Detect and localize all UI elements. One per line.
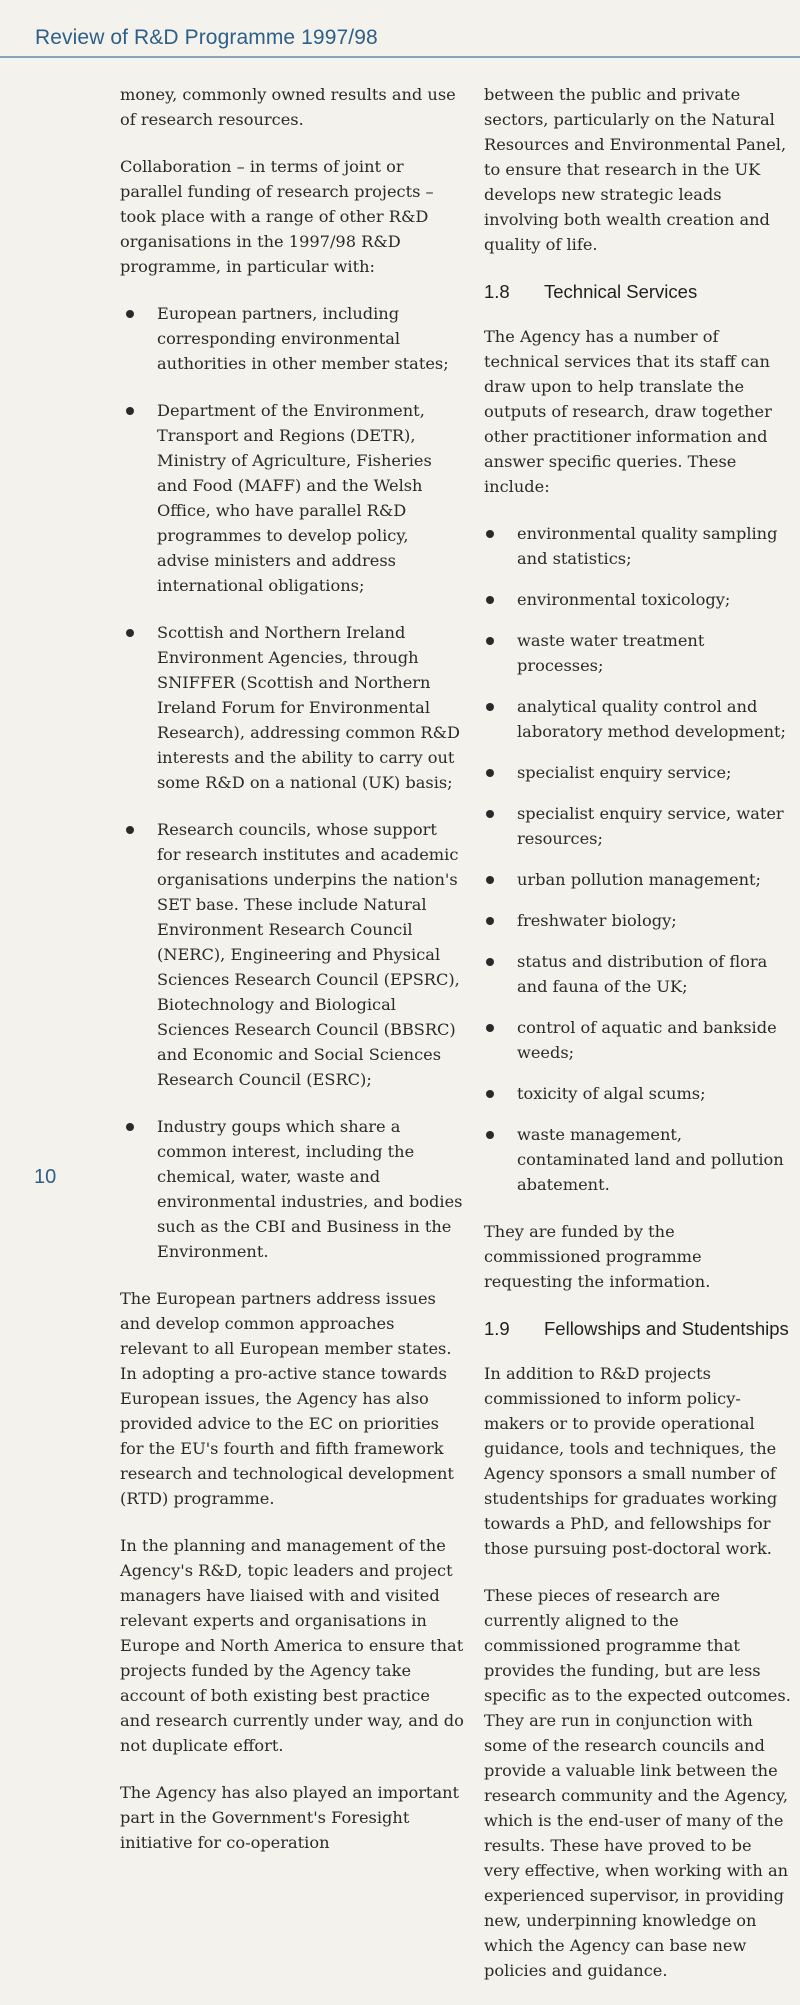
header-divider <box>0 56 800 58</box>
paragraph: In addition to R&D projects commissioned to inform policy-makers or to provide operational guidance, tools and techniques, the Agency sponsors a small number of studentships for graduates working towards a PhD, and fellowships for those pursuing post-doctoral work. <box>484 1364 778 1558</box>
list-item <box>120 1114 465 1264</box>
paragraph: Collaboration – in terms of joint or parallel funding of research projects – took place with a range of other R&D organisations in the 1997/98 R&D programme, in particular with: <box>120 157 434 276</box>
list-item-text: Department of the Environment, Transport and Regions (DETR), Ministry of Agriculture, Fisheries and Food (MAFF) and the Welsh Office, who have parallel R&D programmes to develop policy, advise ministers and address international obligations; <box>157 401 432 595</box>
page-header <box>0 0 800 58</box>
list-item-text: toxicity of algal scums; <box>517 1084 706 1103</box>
list-item-text: control of aquatic and bankside weeds; <box>517 1018 777 1062</box>
bullet-icon <box>486 1024 494 1032</box>
list-item <box>120 620 465 795</box>
bullet-icon <box>486 917 494 925</box>
list-item <box>484 867 792 892</box>
list-item <box>484 908 792 933</box>
list-item <box>484 694 792 744</box>
list-item-text: waste water treatment processes; <box>517 631 705 675</box>
list-item-text: environmental toxicology; <box>517 590 731 609</box>
list-item-text: Research councils, whose support for research institutes and academic organisations underpins the nation's SET base. These include Natural Environment Research Council (NERC), Engineering and Physical Sciences Research Council (EPSRC), Biotechnology and Biological Sciences Research Council (BBSRC) and Economic and Social Sciences Research Council (ESRC); <box>157 820 460 1089</box>
list-item <box>484 587 792 612</box>
bullet-icon <box>486 958 494 966</box>
list-item-text: status and distribution of flora and fauna of the UK; <box>517 952 768 996</box>
left-column <box>120 82 465 1877</box>
section-heading-technical-services <box>484 279 792 304</box>
list-item-text: specialist enquiry service, water resources; <box>517 804 784 848</box>
list-item <box>484 1081 792 1106</box>
list-item-text: urban pollution management; <box>517 870 761 889</box>
list-item <box>484 760 792 785</box>
list-item <box>484 628 792 678</box>
list-item <box>484 521 792 571</box>
list-item-text: Industry goups which share a common interest, including the chemical, water, waste and environmental industries, and bodies such as the CBI and Business in the Environment. <box>157 1117 463 1261</box>
list-item-text: waste management, contaminated land and pollution abatement. <box>517 1125 784 1194</box>
technical-services-list <box>484 521 792 1197</box>
list-item <box>484 801 792 851</box>
paragraph: between the public and private sectors, particularly on the Natural Resources and Environmental Panel, to ensure that research in the UK develops new strategic leads involving both wealth creation and quality of life. <box>484 85 787 254</box>
paragraph: The Agency has a number of technical services that its staff can draw upon to help translate the outputs of research, draw together other practitioner information and answer specific queries. These include: <box>484 327 772 496</box>
list-item-text: specialist enquiry service; <box>517 763 732 782</box>
paragraph: These pieces of research are currently aligned to the commissioned programme that provides the funding, but are less specific as to the expected outcomes. They are run in conjunction with some of the research councils and provide a valuable link between the research community and the Agency, which is the end-user of many of the results. These have proved to be very effective, when working with an experienced supervisor, in providing new, underpinning knowledge on which the Agency can base new policies and guidance. <box>484 1586 791 1980</box>
list-item-text: European partners, including corresponding environmental authorities in other member states; <box>157 304 449 373</box>
paragraph: In the planning and management of the Agency's R&D, topic leaders and project managers have liaised with and visited relevant experts and organisations in Europe and North America to ensure that projects funded by the Agency take account of both existing best practice and research currently under way, and do not duplicate effort. <box>120 1536 464 1755</box>
bullet-icon <box>486 769 494 777</box>
section-heading-fellowships <box>484 1316 792 1341</box>
bullet-icon <box>126 1123 134 1131</box>
list-item-text: environmental quality sampling and statistics; <box>517 524 778 568</box>
bullet-icon <box>486 876 494 884</box>
list-item <box>484 1015 792 1065</box>
bullet-icon <box>126 629 134 637</box>
right-column <box>484 82 792 2005</box>
bullet-icon <box>486 530 494 538</box>
list-item-text: freshwater biology; <box>517 911 677 930</box>
list-item <box>484 949 792 999</box>
bullet-icon <box>126 407 134 415</box>
bullet-icon <box>486 810 494 818</box>
paragraph: money, commonly owned results and use of research resources. <box>120 85 456 129</box>
bullet-icon <box>486 637 494 645</box>
section-number: 1.9 <box>484 1318 510 1339</box>
list-item <box>120 398 465 598</box>
list-item <box>120 817 465 1092</box>
list-item <box>484 1122 792 1197</box>
document-title: Review of R&D Programme 1997/98 <box>35 26 378 49</box>
list-item-text: analytical quality control and laboratory method development; <box>517 697 786 741</box>
paragraph: They are funded by the commissioned programme requesting the information. <box>484 1222 711 1291</box>
bullet-icon <box>486 703 494 711</box>
bullet-icon <box>126 310 134 318</box>
list-item-text: Scottish and Northern Ireland Environment Agencies, through SNIFFER (Scottish and Northern Ireland Forum for Environmental Research), addressing common R&D interests and the ability to carry out some R&D on a national (UK) basis; <box>157 623 460 792</box>
section-title: Fellowships and Studentships <box>544 1318 789 1339</box>
section-number: 1.8 <box>484 281 510 302</box>
paragraph: The European partners address issues and develop common approaches relevant to all European member states. In adopting a pro-active stance towards European issues, the Agency has also provided advice to the EC on priorities for the EU's fourth and fifth framework research and technological development (RTD) programme. <box>120 1289 454 1508</box>
page-number: 10 <box>34 1166 57 1188</box>
bullet-icon <box>126 826 134 834</box>
bullet-icon <box>486 596 494 604</box>
bullet-icon <box>486 1131 494 1139</box>
list-item <box>120 301 465 376</box>
bullet-icon <box>486 1090 494 1098</box>
collaboration-list <box>120 301 465 1264</box>
section-title: Technical Services <box>544 281 698 302</box>
paragraph: The Agency has also played an important part in the Government's Foresight initiative for co-operation <box>120 1783 460 1852</box>
